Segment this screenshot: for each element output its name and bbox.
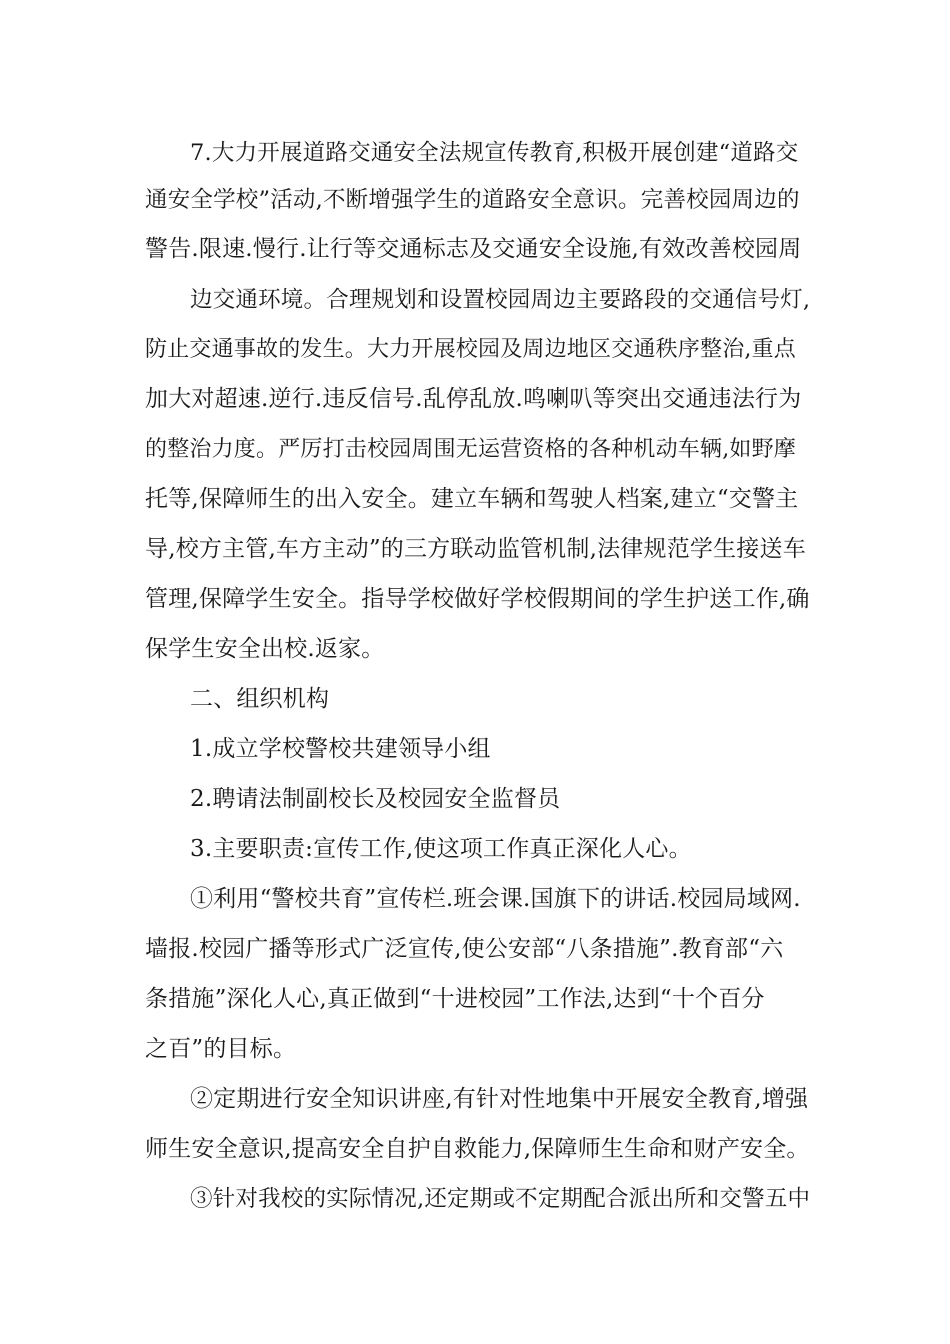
paragraph-line: 警告.限速.慢行.让行等交通标志及交通安全设施,有效改善校园周 — [145, 236, 802, 262]
paragraph-line: ③针对我校的实际情况,还定期或不定期配合派出所和交警五中 — [190, 1186, 811, 1212]
list-item: 2.聘请法制副校长及校园安全监督员 — [190, 786, 561, 812]
paragraph-line: 条措施”深化人心,真正做到“十进校园”工作法,达到“十个百分 — [145, 986, 765, 1012]
paragraph-line: ①利用“警校共育”宣传栏.班会课.国旗下的讲话.校园局域网. — [190, 886, 801, 912]
paragraph-line: 边交通环境。合理规划和设置校园周边主要路段的交通信号灯, — [190, 287, 811, 313]
paragraph-line: 托等,保障师生的出入安全。建立车辆和驾驶人档案,建立“交警主 — [145, 486, 799, 512]
list-item: 3.主要职责:宣传工作,使这项工作真正深化人心。 — [190, 836, 692, 862]
paragraph-line: ②定期进行安全知识讲座,有针对性地集中开展安全教育,增强 — [190, 1086, 809, 1112]
paragraph-line: 师生安全意识,提高安全自护自救能力,保障师生生命和财产安全。 — [145, 1136, 810, 1162]
paragraph-line: 保学生安全出校.返家。 — [145, 636, 385, 662]
paragraph-line: 7.大力开展道路交通安全法规宣传教育,积极开展创建“道路交 — [190, 140, 799, 166]
paragraph-line: 的整治力度。严厉打击校园周围无运营资格的各种机动车辆,如野摩 — [145, 437, 796, 462]
paragraph-line: 通安全学校”活动,不断增强学生的道路安全意识。完善校园周边的 — [145, 187, 800, 213]
paragraph-line: 管理,保障学生安全。指导学校做好学校假期间的学生护送工作,确 — [145, 586, 810, 612]
paragraph-line: 之百”的目标。 — [145, 1036, 297, 1062]
list-item: 1.成立学校警校共建领导小组 — [190, 736, 491, 762]
paragraph-line: 墙报.校园广播等形式广泛宣传,使公安部“八条措施”.教育部“六 — [145, 936, 784, 962]
paragraph-line: 防止交通事故的发生。大力开展校园及周边地区交通秩序整治,重点 — [145, 337, 796, 362]
section-heading: 二、组织机构 — [190, 686, 330, 712]
paragraph-line: 导,校方主管,车方主动”的三方联动监管机制,法律规范学生接送车 — [145, 536, 806, 562]
paragraph-line: 加大对超速.逆行.违反信号.乱停乱放.鸣喇叭等突出交通违法行为 — [145, 386, 802, 412]
